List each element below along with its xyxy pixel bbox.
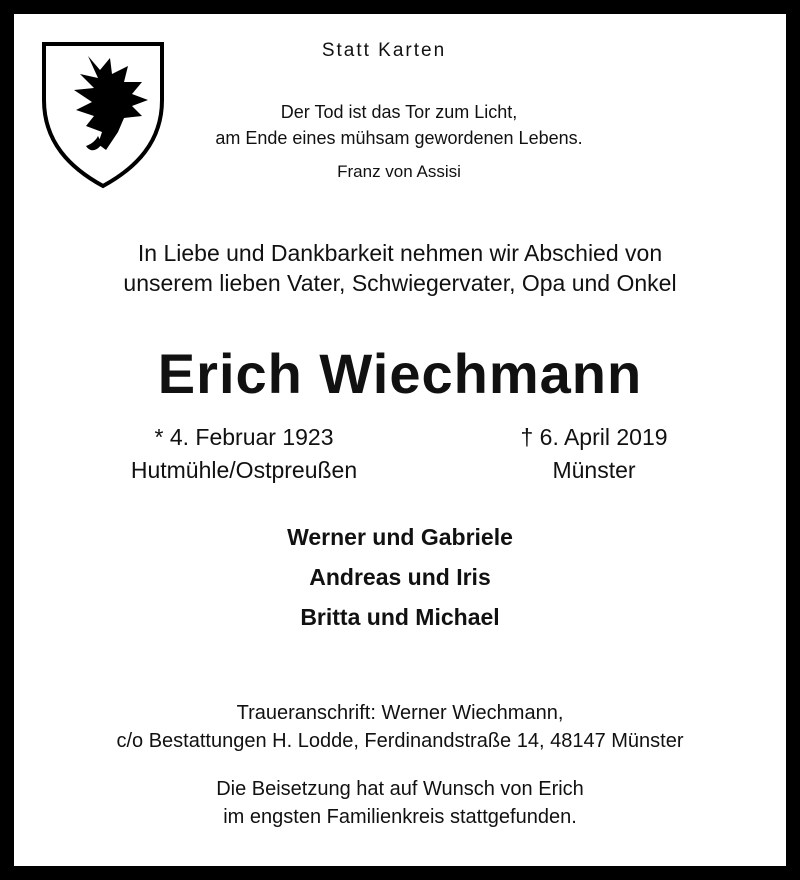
mourning-address-line-2: c/o Bestattungen H. Lodde, Ferdinandstraße 14, 48147 Münster — [116, 730, 684, 752]
death-place: Münster — [552, 457, 636, 483]
quote-line-1: Der Tod ist das Tor zum Licht, — [280, 102, 518, 122]
header-statt-karten: Statt Karten — [321, 40, 447, 61]
birth-date: * 4. Februar 1923 — [154, 424, 334, 450]
obituary-notice — [14, 14, 786, 866]
intro-line-1: In Liebe und Dankbarkeit nehmen wir Abschied von — [137, 240, 663, 266]
birth-place: Hutmühle/Ostpreußen — [130, 457, 358, 483]
mourner-name: Andreas und Iris — [309, 564, 491, 590]
mourner-name: Werner und Gabriele — [287, 524, 513, 550]
eagle-wing-shield-icon — [40, 40, 166, 190]
burial-note-line-2: im engsten Familienkreis stattgefunden. — [223, 806, 577, 828]
quote-line-2: am Ende eines mühsam gewordenen Lebens. — [215, 128, 583, 148]
mourner-name: Britta und Michael — [300, 604, 500, 630]
mourning-address-line-1: Traueranschrift: Werner Wiechmann, — [236, 702, 564, 724]
deceased-name: Erich Wiechmann — [157, 342, 643, 405]
intro-line-2: unserem lieben Vater, Schwiegervater, Opa und Onkel — [123, 270, 677, 296]
quote-author: Franz von Assisi — [337, 162, 461, 181]
burial-note-line-1: Die Beisetzung hat auf Wunsch von Erich — [216, 778, 584, 800]
death-date: † 6. April 2019 — [520, 424, 668, 450]
